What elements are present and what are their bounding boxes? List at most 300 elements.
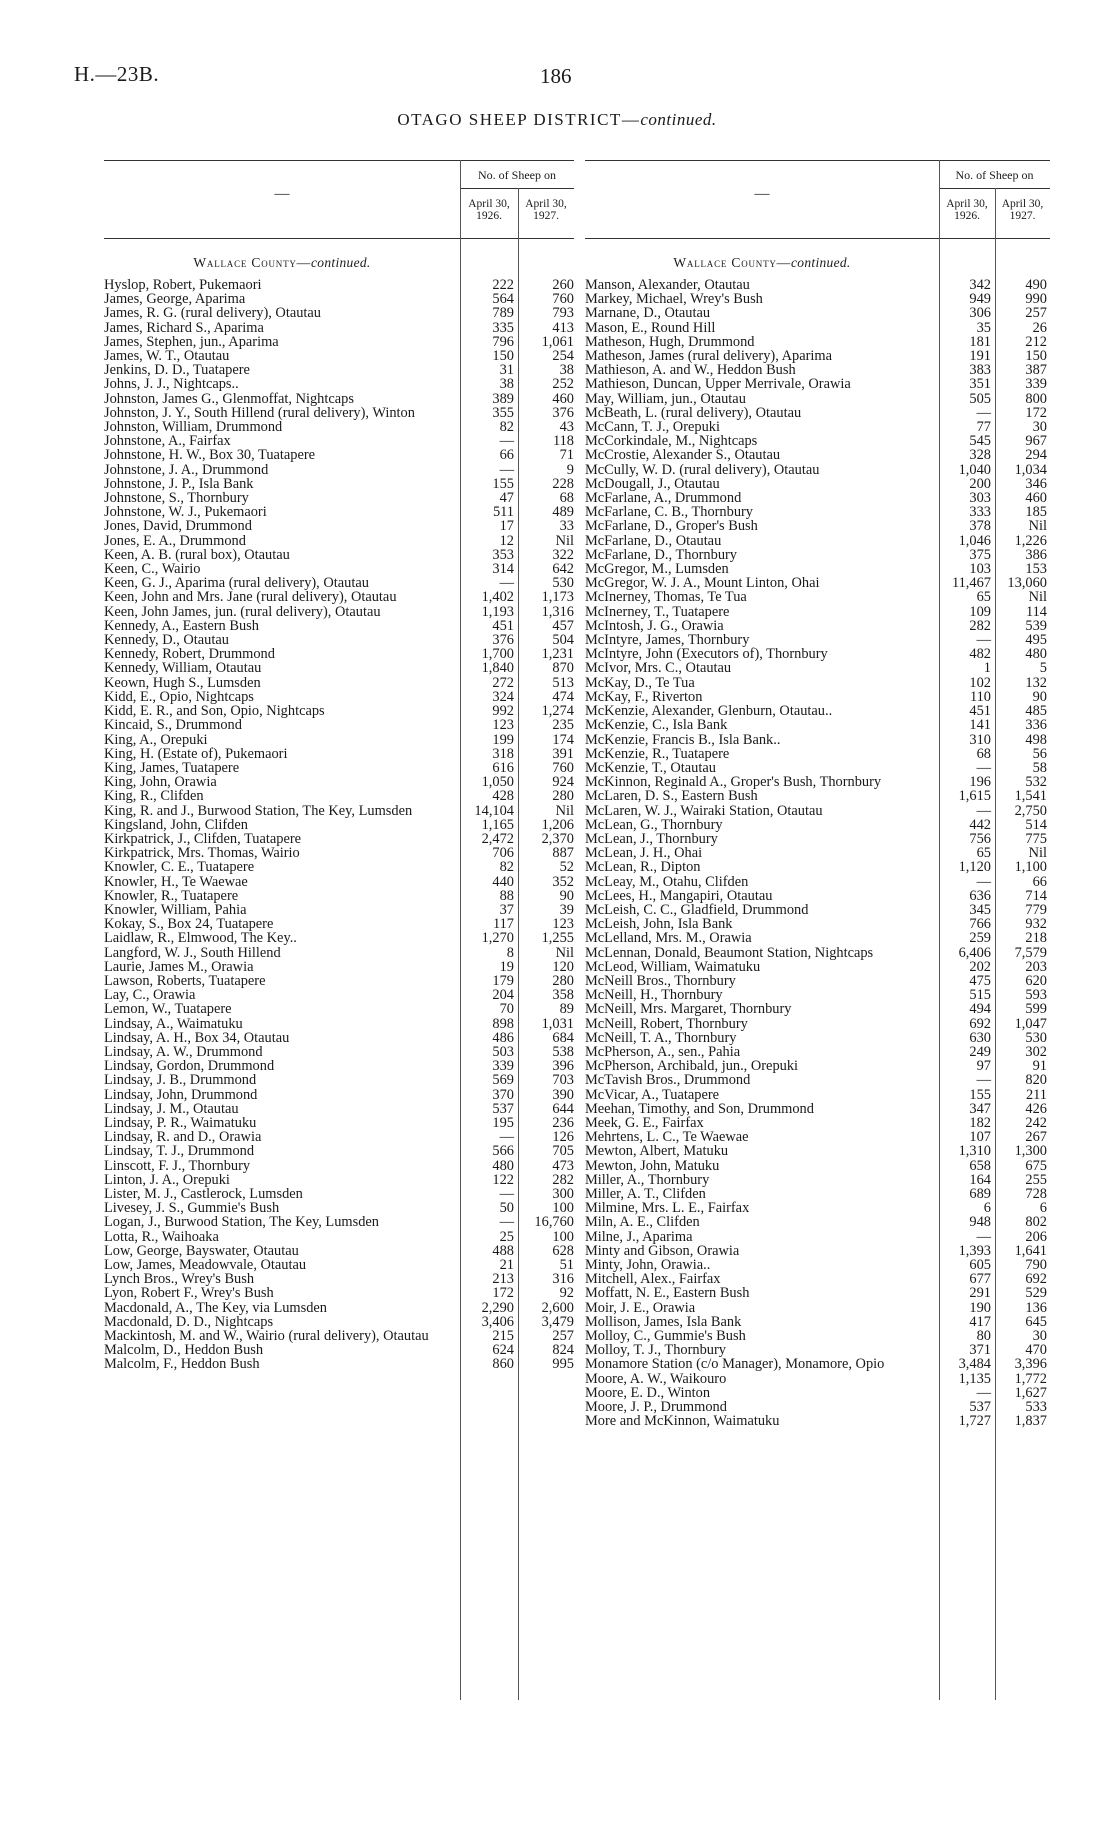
table-row: [585, 463, 1050, 477]
owner-name: McKay, F., Riverton: [585, 688, 703, 705]
owner-name: Miller, A., Thornbury: [585, 1171, 710, 1188]
sheep-1927: 728: [1025, 1186, 1047, 1202]
table-row: [104, 1102, 574, 1116]
sheep-1926: 347: [969, 1100, 991, 1117]
sheep-1927: 56: [1032, 745, 1047, 762]
sheep-1926: 1,393: [958, 1242, 991, 1259]
title-continued: continued.: [640, 110, 717, 129]
sheep-1926: 35: [976, 319, 991, 336]
table-row: [585, 619, 1050, 633]
left-name-header: —: [274, 186, 290, 202]
sheep-1926: 1,700: [481, 646, 514, 663]
owner-name: Lindsay, T. J., Drummond: [104, 1143, 255, 1160]
sheep-1927: 714: [1025, 887, 1047, 904]
sheep-1927: 642: [552, 561, 574, 578]
table-row: [585, 1400, 1050, 1414]
left-column: [104, 160, 574, 1700]
sheep-1926: 6: [983, 1200, 991, 1217]
table-row: [104, 1017, 574, 1031]
sheep-1926: 181: [969, 333, 991, 350]
owner-name: Lotta, R., Waihoaka: [104, 1228, 219, 1245]
owner-name: McIntyre, James, Thornbury: [585, 632, 750, 649]
sheep-1927: 775: [1025, 830, 1047, 847]
owner-name: McCorkindale, M., Nightcaps: [585, 433, 758, 450]
sheep-1927: 924: [552, 774, 574, 791]
sheep-1927: 533: [1025, 1399, 1047, 1416]
sheep-1927: 114: [1025, 603, 1047, 620]
sheep-1926: 2,472: [481, 830, 514, 847]
owner-name: McKinnon, Reginald A., Groper's Bush, Thornbury: [585, 774, 882, 791]
sheep-1927: 645: [1025, 1313, 1047, 1330]
owner-name: McTavish Bros., Drummond: [585, 1072, 751, 1089]
table-row: [585, 605, 1050, 619]
sheep-1927: 644: [552, 1100, 574, 1117]
table-row: [104, 406, 574, 420]
sheep-1927: 39: [559, 901, 574, 918]
table-row: [585, 1116, 1050, 1130]
sheep-1927: 236: [552, 1114, 574, 1131]
sheep-1926: 310: [969, 731, 991, 748]
sheep-1926: 1,040: [958, 461, 991, 478]
table-row: [104, 605, 574, 619]
owner-name: McLaren, D. S., Eastern Bush: [585, 788, 758, 805]
owner-name: Mewton, Albert, Matuku: [585, 1143, 729, 1160]
sheep-1927: 336: [1025, 717, 1047, 734]
page-title: [0, 110, 1114, 130]
table-row: [104, 420, 574, 434]
sheep-1926: 6,406: [958, 944, 991, 961]
table-row: [585, 761, 1050, 775]
sheep-1926: 389: [492, 390, 514, 407]
table-row: [585, 1244, 1050, 1258]
table-row: [585, 1414, 1050, 1428]
table-row: [104, 1244, 574, 1258]
owner-name: Kennedy, A., Eastern Bush: [104, 617, 259, 634]
sheep-1926: 1,193: [481, 603, 514, 620]
table-row: [585, 1073, 1050, 1087]
sheep-1926: 107: [969, 1129, 991, 1146]
sheep-1927: 228: [552, 475, 574, 492]
sheep-1927: 206: [1025, 1228, 1047, 1245]
sheep-1927: 172: [1025, 404, 1047, 421]
sheep-1926: —: [499, 575, 514, 592]
sheep-1926: 77: [976, 419, 991, 436]
sheep-1926: 564: [492, 291, 514, 308]
sheep-1927: 628: [552, 1242, 574, 1259]
sheep-1926: 291: [969, 1285, 991, 1302]
owner-name: Low, George, Bayswater, Otautau: [104, 1242, 299, 1259]
table-row: [104, 1201, 574, 1215]
report-code: H.—23B.: [74, 62, 160, 86]
table-row: [585, 448, 1050, 462]
sheep-1926: 569: [492, 1072, 514, 1089]
sheep-1927: 1,100: [1014, 859, 1047, 876]
page-number: 186: [540, 64, 572, 88]
sheep-1927: Nil: [1028, 589, 1047, 606]
sheep-1926: 11,467: [951, 575, 991, 592]
right-rows: [585, 278, 1050, 1428]
sheep-1926: 948: [969, 1214, 991, 1231]
table-row: [585, 917, 1050, 931]
table-row: [104, 1343, 574, 1357]
sheep-1926: 706: [492, 845, 514, 862]
sheep-1926: 80: [976, 1328, 991, 1345]
sheep-1926: 440: [492, 873, 514, 890]
sheep-1927: 267: [1025, 1129, 1047, 1146]
sheep-1927: 242: [1025, 1114, 1047, 1131]
sheep-1927: 185: [1025, 504, 1047, 521]
sheep-1927: 294: [1025, 447, 1047, 464]
table-row: [104, 761, 574, 775]
sheep-1927: 316: [552, 1271, 574, 1288]
sheep-1926: 272: [492, 674, 514, 691]
sheep-1926: 1,050: [481, 774, 514, 791]
sheep-1926: 282: [969, 617, 991, 634]
sheep-1926: 616: [492, 759, 514, 776]
table-row: [104, 505, 574, 519]
owner-name: Johnston, James G., Glenmoffat, Nightcaps: [104, 390, 354, 407]
table-row: [104, 676, 574, 690]
table-row: [585, 477, 1050, 491]
sheep-1926: 677: [969, 1271, 991, 1288]
sheep-1927: 1,837: [1014, 1413, 1047, 1430]
owner-name: King, H. (Estate of), Pukemaori: [104, 745, 288, 762]
sheep-1927: 1,627: [1014, 1384, 1047, 1401]
owner-name: McLees, H., Mangapiri, Otautau: [585, 887, 773, 904]
table-row: [104, 548, 574, 562]
owner-name: Molloy, C., Gummie's Bush: [585, 1328, 746, 1345]
sheep-1926: —: [976, 632, 991, 649]
sheep-1926: 68: [976, 745, 991, 762]
owner-name: Johnstone, S., Thornbury: [104, 490, 249, 507]
owner-name: Moore, E. D., Winton: [585, 1384, 711, 1401]
table-row: [104, 349, 574, 363]
sheep-1926: 480: [492, 1157, 514, 1174]
table-row: [585, 1002, 1050, 1016]
sheep-1927: 282: [552, 1171, 574, 1188]
table-row: [585, 775, 1050, 789]
sheep-1926: 898: [492, 1015, 514, 1032]
owner-name: Meehan, Timothy, and Son, Drummond: [585, 1100, 814, 1117]
sheep-1927: 13,060: [1007, 575, 1047, 592]
sheep-1926: 692: [969, 1015, 991, 1032]
table-row: [585, 562, 1050, 576]
sheep-1927: 352: [552, 873, 574, 890]
sheep-1926: 222: [492, 277, 514, 293]
sheep-1926: 1,310: [958, 1143, 991, 1160]
table-row: [585, 804, 1050, 818]
owner-name: McNeill, T. A., Thornbury: [585, 1029, 737, 1046]
table-row: [585, 1173, 1050, 1187]
sheep-1926: 97: [976, 1058, 991, 1075]
sheep-1927: 280: [552, 972, 574, 989]
owner-name: McNeill, Mrs. Margaret, Thornbury: [585, 1001, 792, 1018]
owner-name: Macdonald, D. D., Nightcaps: [104, 1313, 274, 1330]
owner-name: McFarlane, D., Otautau: [585, 532, 722, 549]
owner-name: Johnstone, H. W., Box 30, Tuatapere: [104, 447, 316, 464]
owner-name: Knowler, William, Pahia: [104, 901, 247, 918]
sheep-1927: 38: [559, 362, 574, 379]
sheep-1927: 386: [1025, 546, 1047, 563]
owner-name: McFarlane, C. B., Thornbury: [585, 504, 754, 521]
sheep-1927: 703: [552, 1072, 574, 1089]
sheep-1927: 235: [552, 717, 574, 734]
sheep-1927: 967: [1025, 433, 1047, 450]
sheep-1926: 339: [492, 1058, 514, 1075]
owner-name: Lay, C., Orawia: [104, 987, 196, 1004]
owner-name: Kennedy, William, Otautau: [104, 660, 262, 677]
left-sheep-header: No. of Sheep on: [478, 168, 556, 182]
table-row: [585, 548, 1050, 562]
sheep-1926: 318: [492, 745, 514, 762]
sheep-1927: 5: [1039, 660, 1047, 677]
sheep-1926: 630: [969, 1029, 991, 1046]
sheep-1927: 1,034: [1014, 461, 1047, 478]
table-row: [585, 1386, 1050, 1400]
sheep-1927: 346: [1025, 475, 1047, 492]
owner-name: Johnston, J. Y., South Hillend (rural delivery), Winton: [104, 404, 415, 421]
sheep-1926: 488: [492, 1242, 514, 1259]
sheep-1927: 123: [552, 916, 574, 933]
owner-name: Knowler, C. E., Tuatapere: [104, 859, 255, 876]
sheep-1926: 155: [969, 1086, 991, 1103]
owner-name: McLeay, M., Otahu, Clifden: [585, 873, 749, 890]
owner-name: King, R., Clifden: [104, 788, 204, 805]
sheep-1926: 992: [492, 703, 514, 720]
table-row: [585, 903, 1050, 917]
sheep-1927: 470: [1025, 1342, 1047, 1359]
table-row: [585, 420, 1050, 434]
owner-name: McKay, D., Te Tua: [585, 674, 695, 691]
table-row: [585, 292, 1050, 306]
sheep-1926: 1,046: [958, 532, 991, 549]
sheep-1927: 1,255: [541, 930, 574, 947]
table-row: [585, 931, 1050, 945]
owner-name: McKenzie, Francis B., Isla Bank..: [585, 731, 781, 748]
sheep-1927: 705: [552, 1143, 574, 1160]
sheep-1926: 14,104: [474, 802, 514, 819]
table-row: [104, 946, 574, 960]
table-row: [104, 1059, 574, 1073]
sheep-1926: —: [499, 1129, 514, 1146]
sheep-1926: 789: [492, 305, 514, 322]
sheep-1927: 3,479: [541, 1313, 574, 1330]
table-row: [104, 434, 574, 448]
table-row: [585, 875, 1050, 889]
right-year1-header-line: April 30,: [946, 198, 988, 210]
owner-name: King, A., Orepuki: [104, 731, 208, 748]
table-row: [585, 590, 1050, 604]
sheep-1927: 387: [1025, 362, 1047, 379]
right-sheep-header: No. of Sheep on: [955, 168, 1034, 182]
left-year1-header: [460, 198, 518, 222]
owner-name: Livesey, J. S., Gummie's Bush: [104, 1200, 280, 1217]
sheep-1926: —: [976, 1228, 991, 1245]
sheep-1926: 475: [969, 972, 991, 989]
sheep-1926: 515: [969, 987, 991, 1004]
county-continued: continued.: [311, 255, 371, 270]
sheep-1927: 824: [552, 1342, 574, 1359]
table-row: [104, 463, 574, 477]
sheep-1926: 658: [969, 1157, 991, 1174]
sheep-1927: 802: [1025, 1214, 1047, 1231]
table-row: [104, 1272, 574, 1286]
table-row: [585, 1159, 1050, 1173]
sheep-1926: 3,406: [481, 1313, 514, 1330]
owner-name: Monamore Station (c/o Manager), Monamore, Opio: [585, 1356, 885, 1373]
sheep-1927: 539: [1025, 617, 1047, 634]
sheep-1926: 182: [969, 1114, 991, 1131]
sheep-1927: 793: [552, 305, 574, 322]
sheep-1926: 355: [492, 404, 514, 421]
sheep-1926: 19: [499, 958, 514, 975]
table-row: [585, 690, 1050, 704]
owner-name: James, George, Aparima: [104, 291, 246, 308]
table-row: [585, 278, 1050, 292]
sheep-1926: 66: [499, 447, 514, 464]
sheep-1927: 593: [1025, 987, 1047, 1004]
sheep-1926: 122: [492, 1171, 514, 1188]
table-row: [585, 321, 1050, 335]
sheep-1927: 120: [552, 958, 574, 975]
sheep-1926: 451: [492, 617, 514, 634]
sheep-1926: —: [976, 404, 991, 421]
table-row: [104, 832, 574, 846]
table-row: [104, 1130, 574, 1144]
table-row: [104, 1031, 574, 1045]
table-row: [585, 534, 1050, 548]
sheep-1927: 66: [1032, 873, 1047, 890]
owner-name: Lyon, Robert F., Wrey's Bush: [104, 1285, 274, 1302]
sheep-1926: 375: [969, 546, 991, 563]
table-row: [585, 704, 1050, 718]
sheep-1926: 12: [499, 532, 514, 549]
table-row: [104, 633, 574, 647]
owner-name: Knowler, H., Te Waewae: [104, 873, 248, 890]
table-row: [585, 1187, 1050, 1201]
sheep-1926: 756: [969, 830, 991, 847]
owner-name: Macdonald, A., The Key, via Lumsden: [104, 1299, 328, 1316]
sheep-1927: 26: [1032, 319, 1047, 336]
owner-name: Molloy, T. J., Thornbury: [585, 1342, 726, 1359]
sheep-1927: 490: [1025, 277, 1047, 293]
owner-name: Mitchell, Alex., Fairfax: [585, 1271, 721, 1288]
table-row: [104, 1159, 574, 1173]
sheep-1927: 211: [1025, 1086, 1047, 1103]
sheep-1926: —: [499, 433, 514, 450]
sheep-1927: 599: [1025, 1001, 1047, 1018]
owner-name: Moore, A. W., Waikouro: [585, 1370, 727, 1387]
sheep-1927: 620: [1025, 972, 1047, 989]
sheep-1926: —: [976, 759, 991, 776]
sheep-1926: 1: [983, 660, 991, 677]
county-name: Wallace County—: [193, 255, 311, 270]
table-row: [104, 363, 574, 377]
owner-name: Miller, A. T., Clifden: [585, 1186, 706, 1202]
owner-name: McPherson, A., sen., Pahia: [585, 1043, 741, 1060]
sheep-1926: 65: [976, 845, 991, 862]
sheep-1926: 1,402: [481, 589, 514, 606]
table-row: [104, 917, 574, 931]
owner-name: Lynch Bros., Wrey's Bush: [104, 1271, 255, 1288]
table-row: [104, 1258, 574, 1272]
table-row: [104, 875, 574, 889]
county-name: Wallace County—: [673, 255, 791, 270]
sheep-1926: 249: [969, 1043, 991, 1060]
owner-name: McNeill, Robert, Thornbury: [585, 1015, 748, 1032]
table-row: [104, 1002, 574, 1016]
right-year2-header: [995, 198, 1050, 222]
table-row: [585, 633, 1050, 647]
sheep-1927: 1,047: [1014, 1015, 1047, 1032]
sheep-1927: 532: [1025, 774, 1047, 791]
sheep-1926: —: [499, 1214, 514, 1231]
sheep-1926: —: [976, 1384, 991, 1401]
table-row: [585, 1272, 1050, 1286]
table-row: [104, 1088, 574, 1102]
sheep-1927: 91: [1032, 1058, 1047, 1075]
table-row: [104, 1286, 574, 1300]
sheep-1927: 498: [1025, 731, 1047, 748]
sheep-1927: 396: [552, 1058, 574, 1075]
owner-name: McLeish, John, Isla Bank: [585, 916, 733, 933]
left-year2-header: [518, 198, 574, 222]
table-row: [585, 860, 1050, 874]
sheep-1926: 82: [499, 859, 514, 876]
sheep-1927: Nil: [555, 532, 574, 549]
sheep-1926: 1,840: [481, 660, 514, 677]
sheep-1927: 89: [559, 1001, 574, 1018]
table-row: [585, 1017, 1050, 1031]
sheep-1927: 150: [1025, 348, 1047, 365]
table-row: [104, 818, 574, 832]
sheep-1927: 790: [1025, 1257, 1047, 1274]
left-county-heading: [104, 255, 460, 271]
sheep-1927: 280: [552, 788, 574, 805]
owner-name: McFarlane, D., Groper's Bush: [585, 518, 758, 535]
owner-name: Kincaid, S., Drummond: [104, 717, 242, 734]
right-county-heading: [585, 255, 939, 271]
sheep-1927: Nil: [555, 802, 574, 819]
table-row: [585, 1102, 1050, 1116]
sheep-1927: 68: [559, 490, 574, 507]
sheep-1927: 58: [1032, 759, 1047, 776]
sheep-1926: 179: [492, 972, 514, 989]
sheep-1927: 7,579: [1014, 944, 1047, 961]
owner-name: McNeill, H., Thornbury: [585, 987, 723, 1004]
sheep-1926: 141: [969, 717, 991, 734]
sheep-1927: 90: [1032, 688, 1047, 705]
sheep-1927: 675: [1025, 1157, 1047, 1174]
table-row: [585, 363, 1050, 377]
table-row: [585, 846, 1050, 860]
sheep-1926: —: [499, 1186, 514, 1202]
sheep-1927: 932: [1025, 916, 1047, 933]
sheep-1927: 257: [552, 1328, 574, 1345]
sheep-1927: 1,300: [1014, 1143, 1047, 1160]
table-row: [104, 804, 574, 818]
sheep-1927: 390: [552, 1086, 574, 1103]
owner-name: Low, James, Meadowvale, Otautau: [104, 1257, 307, 1274]
owner-name: Mollison, James, Isla Bank: [585, 1313, 742, 1330]
owner-name: McKenzie, T., Otautau: [585, 759, 716, 776]
table-row: [585, 988, 1050, 1002]
owner-name: Minty and Gibson, Orawia: [585, 1242, 740, 1259]
owner-name: Jones, E. A., Drummond: [104, 532, 246, 549]
table-row: [104, 775, 574, 789]
table-row: [585, 406, 1050, 420]
sheep-1926: 215: [492, 1328, 514, 1345]
